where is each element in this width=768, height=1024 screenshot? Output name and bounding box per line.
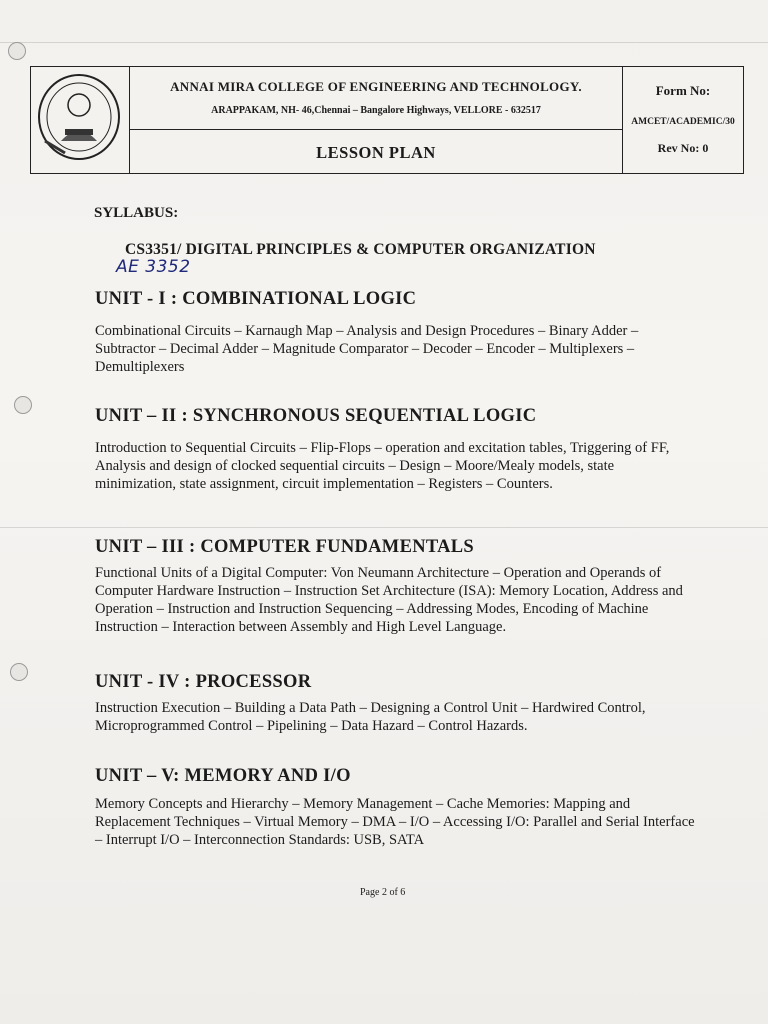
college-seal-icon [35,71,123,167]
unit-section [95,406,695,493]
unit-section [95,672,695,735]
unit-title: UNIT - IV : PROCESSOR [95,672,312,692]
doc-title-cell [130,130,623,173]
form-label: Form No: [655,83,711,98]
unit-title: UNIT - I : COMBINATIONAL LOGIC [95,289,417,309]
unit-section [95,537,695,636]
syllabus-label: SYLLABUS: [94,205,179,221]
punch-hole [8,42,26,60]
college-address: ARAPPAKAM, NH- 46,Chennai – Bangalore Highways, VELLORE - 632517 [211,105,541,116]
college-info-cell [130,67,623,130]
unit-section [95,289,695,376]
revision-number: Rev No: 0 [657,141,709,155]
punch-hole [10,663,28,681]
page-number: Page 2 of 6 [360,887,406,898]
unit-topics: Memory Concepts and Hierarchy – Memory Management – Cache Memories: Mapping and Replacement Techniques – Virtual Memory – DMA – I/O – Accessing I/O: Parallel and Serial Interface – Interrupt I/O – Interconnection Standards: USB, SATA [95,796,695,848]
unit-topics: Introduction to Sequential Circuits – Flip-Flops – operation and excitation tables, Triggering of FF, Analysis and design of clocked sequential circuits – Design – Moore/Mealy models, state minimization, state assignment, circuit implementation – Registers – Counters. [95,440,670,492]
form-info-cell [623,67,743,173]
course-title: CS3351/ DIGITAL PRINCIPLES & COMPUTER ORGANIZATION [125,241,596,258]
punch-hole [14,396,32,414]
header-table [30,66,744,174]
unit-topics: Combinational Circuits – Karnaugh Map – Analysis and Design Procedures – Binary Adder – Subtractor – Decimal Adder – Magnitude Comparator – Decoder – Encoder – Multiplexers – Demultiplexers [95,323,639,375]
unit-title: UNIT – II : SYNCHRONOUS SEQUENTIAL LOGIC [95,406,537,426]
form-number: AMCET/ACADEMIC/30 [631,117,735,127]
page-fold-line [0,527,768,528]
page-fold-line [0,42,768,43]
unit-topics: Functional Units of a Digital Computer: Von Neumann Architecture – Operation and Operands of Computer Hardware Instruction – Instruction Set Architecture (ISA): Memory Location, Address and Operation – Instruction and Instruction Sequencing – Addressing Modes, Encoding of Machine Instruction – Interaction between Assembly and High Level Language. [95,565,683,635]
unit-topics: Instruction Execution – Building a Data Path – Designing a Control Unit – Hardwired Control, Microprogrammed Control – Pipelining – Data Hazard – Control Hazards. [95,700,646,734]
doc-title: LESSON PLAN [316,143,436,162]
college-name: ANNAI MIRA COLLEGE OF ENGINEERING AND TECHNOLOGY. [170,79,582,94]
unit-title: UNIT – III : COMPUTER FUNDAMENTALS [95,537,475,557]
college-logo [31,67,130,173]
unit-section [95,766,695,849]
unit-title: UNIT – V: MEMORY AND I/O [95,766,351,786]
handwritten-course-code: AE 3352 [116,257,191,277]
